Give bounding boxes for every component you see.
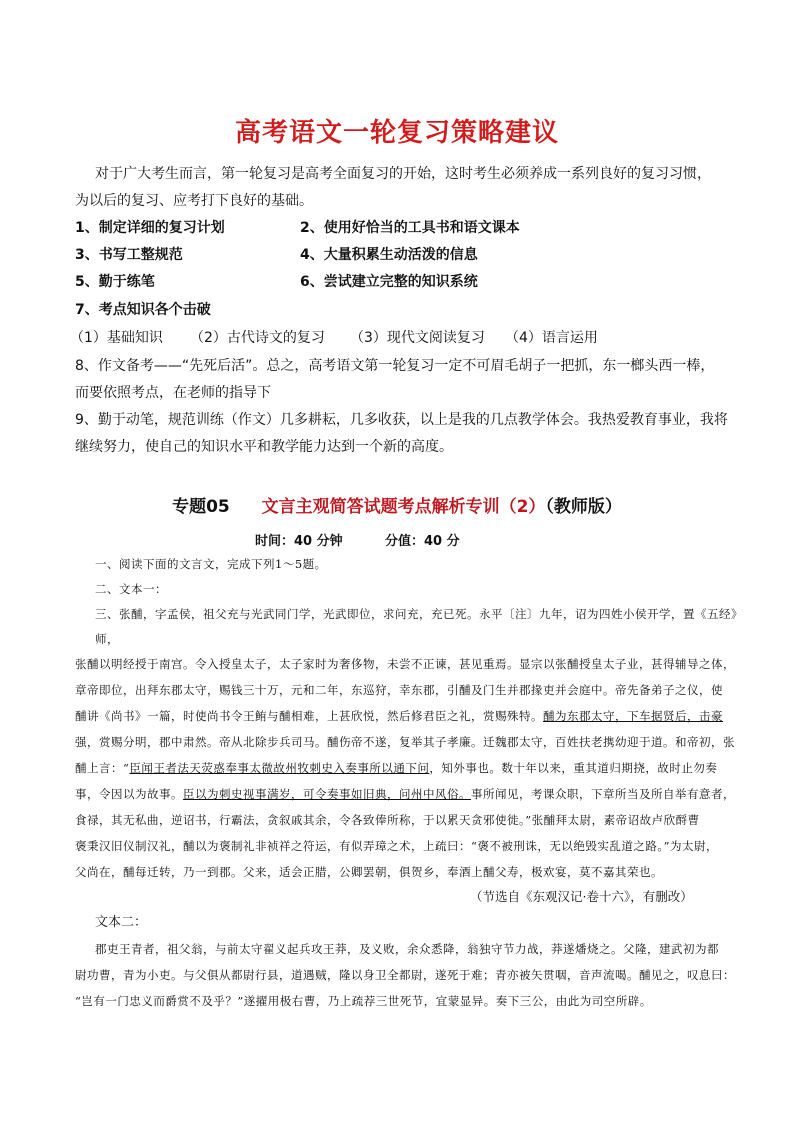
text1-line-4: 章帝即位，出拜东郡太守，赐钱三十万，元和二年，东巡狩，幸东郡，引酺及门生并郡掾吏并会庭中。帝先备弟子之仪，使 xyxy=(75,683,723,697)
text1-line-7-text: 酺上言：“ xyxy=(75,761,130,775)
text2-line-3: “岂有一门忠义而爵赏不及乎？”遂擢用极右曹，乃上疏荐三世死节，宜蒙显异。奏下三公，由此为司空所辟。 xyxy=(75,994,652,1008)
text1-line-7 xyxy=(75,759,717,777)
intro-line-2: 为以后的复习、应考打下良好的基础。 xyxy=(75,193,313,209)
page-title: 高考语文一轮复习策略建议 xyxy=(234,118,559,148)
tip-8-line-2: 而要依照考点，在老师的指导下 xyxy=(75,385,271,401)
intro-line-1: 对于广大考生而言，第一轮复习是高考全面复习的开始，这时考生必须养成一系列良好的复习习惯， xyxy=(95,166,711,182)
section-1: 一、阅读下面的文言文，完成下列1～5题。 xyxy=(95,557,327,571)
tip-2: 2、使用好恰当的工具书和语文课本 xyxy=(300,220,520,236)
text1-line-8-text: 事，令因以为故事。 xyxy=(75,787,183,801)
text1-line-6: 强，赏赐分明，郡中肃然。帝从北除步兵司马。酺伤帝不遂，复举其子孝廉。迁魏郡太守，百姓扶老携幼迎于道。和帝初，张 xyxy=(75,735,735,749)
special-title: 文言主观简答试题考点解析专训（2） xyxy=(261,497,546,517)
tip-8-line-1: 8、作文备考——“先死后活”。总之，高考语文第一轮复习一定不可眉毛胡子一把抓，东一榔头西一棒， xyxy=(75,358,715,374)
underlined-sentence-1: 酺为东郡太守，下车据贤后，击豪 xyxy=(543,709,723,723)
tip-6: 6、尝试建立完整的知识系统 xyxy=(300,274,478,290)
tip-4: 4、大量积累生动活泼的信息 xyxy=(300,247,478,263)
text1-line-8 xyxy=(75,785,735,803)
sub-item-1: （1）基础知识 xyxy=(70,330,163,346)
sub-item-2: （2）古代诗文的复习 xyxy=(190,330,325,346)
source-citation: （节选自《东观汉记·卷十六》，有删改） xyxy=(470,889,693,904)
tip-9-line-2: 继续努力，使自己的知识水平和教学能力达到一个新的高度。 xyxy=(75,439,453,455)
text2-line-1: 郡吏王青者，祖父翁，与前太守翟义起兵攻王莽，及义败，余众悉降，翁独守节力战，莽遂燔烧之。父隆，建武初为都 xyxy=(95,942,719,956)
text1-line-5-text: 酺讲《尚书》一篇，时使尚书令王鲔与酺相难，上甚欣悦，然后修君臣之礼，赏赐殊特。 xyxy=(75,709,543,723)
text1-line-5 xyxy=(75,707,723,725)
section-2: 二、文本一： xyxy=(95,582,167,596)
exam-time: 时间：40 分钟 xyxy=(255,534,343,549)
text1-line-8-rest: 事所闻见，考课众职，下章所当及所自举有意者， xyxy=(471,787,735,801)
text2-line-2: 尉功曹，青为小吏。与父俱从都尉行县，道遇贼，隆以身卫全都尉，遂死于难；青亦被矢贯咽，音声流喝。酺见之，叹息曰： xyxy=(75,968,735,982)
text1-line-10: 褒秉汉旧仪制汉礼，酺以为褒制礼非祯祥之符运，有似弄璋之术，上疏曰：“褒不被刑诛，无以绝毁实乱道之路。”为太尉， xyxy=(75,839,719,853)
exam-score: 分值：40 分 xyxy=(385,534,460,549)
text1-line-3: 张酺以明经授于南宫。令入授皇太子，太子家时为奢侈物，未尝不正谏，甚见重焉。显宗以张酺授皇太子业，甚得辅导之体， xyxy=(75,657,735,671)
tip-5: 5、勤于练笔 xyxy=(75,274,155,290)
underlined-sentence-3: 臣以为刺史视事满岁，可令奏事如旧典，问州中风俗。 xyxy=(183,787,471,801)
text1-line-7-rest: ，知外事也。数十年以来，重其道归期挠，故时止勿奏 xyxy=(429,761,718,775)
tip-9-line-1: 9、勤于动笔，规范训练（作文）几多耕耘，几多收获，以上是我的几点教学体会。我热爱教育事业，我将 xyxy=(75,412,728,428)
special-topic-heading xyxy=(0,492,794,517)
sub-item-3: （3）现代文阅读复习 xyxy=(350,330,485,346)
underlined-sentence-2: 臣闻王者法天荧惑奉事太微故州牧刺史入奏事所以通下问 xyxy=(129,761,430,775)
tip-1: 1、制定详细的复习计划 xyxy=(75,220,225,236)
tip-7: 7、考点知识各个击破 xyxy=(75,302,211,318)
sub-item-4: （4）语言运用 xyxy=(505,330,598,346)
special-prefix: 专题05 xyxy=(172,497,230,517)
special-suffix: （教师版） xyxy=(545,497,622,517)
text1-line-9: 食禄，其无私曲，逆诏书，行霸法，贪叙戚其余，令各致俸所称，于以累天贪邪使徙。”张酺拜太尉，素帝诏故卢欣酹曹 xyxy=(75,813,700,827)
text1-line-11: 父尚在，酺每迁转，乃一到郡。父来，适会正腊，公卿罢朝，俱贺乡，奉酒上酺父寿，极欢宴，莫不嘉其荣也。 xyxy=(75,865,663,879)
text1-line-1: 三、张酺，字孟侯，祖父充与光武同门学，光武即位，求问充，充已死。永平〔注〕九年，诏为四姓小侯开学，置《五经》 xyxy=(95,607,743,621)
text2-label: 文本二： xyxy=(95,915,148,930)
text1-line-2: 师， xyxy=(95,632,119,646)
tip-3: 3、书写工整规范 xyxy=(75,247,183,263)
